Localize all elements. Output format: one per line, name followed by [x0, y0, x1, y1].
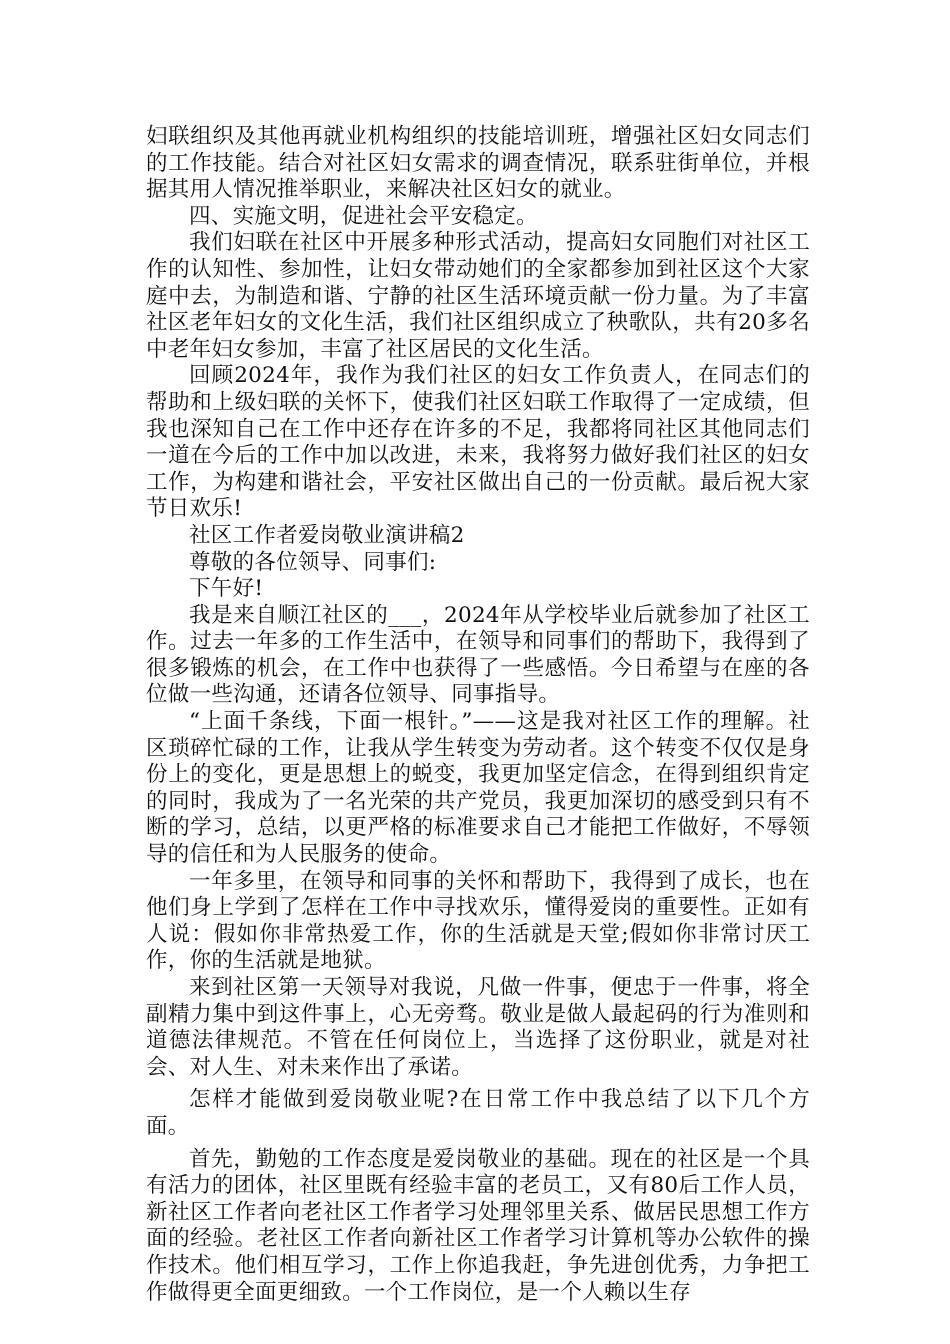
- paragraph-growth: 一年多里，在领导和同事的关怀和帮助下，我得到了成长，也在他们身上学到了怎样在工作中寻找欢乐，懂得爱岗的重要性。正如有人说：假如你非常热爱工作，你的生活就是天堂;假如你非常讨厌工作，你的生活就是地狱。: [146, 868, 810, 974]
- paragraph-training: 妇联组织及其他再就业机构组织的技能培训班，增强社区妇女同志们的工作技能。结合对社区妇女需求的调查情况，联系驻街单位，并根据其用人情况推举职业，来解决社区妇女的就业。: [146, 124, 810, 203]
- speech-title: 社区工作者爱岗敬业演讲稿2: [189, 522, 465, 548]
- section-heading-civilization: 四、实施文明，促进社会平安稳定。: [189, 203, 538, 229]
- paragraph-introduction: 我是来自顺江社区的___，2024年从学校毕业后就参加了社区工作。过去一年多的工作生活中，在领导和同事们的帮助下，我得到了很多锻炼的机会，在工作中也获得了一些感悟。今日希望与在座的各位做一些沟通，还请各位领导、同事指导。: [146, 602, 810, 708]
- document-page: [146, 124, 810, 1306]
- paragraph-question: 怎样才能做到爱岗敬业呢?在日常工作中我总结了以下几个方面。: [146, 1087, 810, 1139]
- paragraph-attitude: 首先，勤勉的工作态度是爱岗敬业的基础。现在的社区是一个具有活力的团体，社区里既有经验丰富的老员工，又有80后工作人员，新社区工作者向老社区工作者学习处理邻里关系、做居民思想工作方面的经验。老社区工作者向新社区工作者学习计算机等办公软件的操作技术。他们相互学习，工作上你追我赶，争先进创优秀，力争把工作做得更全面更细致。一个工作岗位，是一个人赖以生存: [146, 1146, 810, 1305]
- paragraph-activities: 我们妇联在社区中开展多种形式活动，提高妇女同胞们对社区工作的认知性、参加性，让妇女带动她们的全家都参加到社区这个大家庭中去，为制造和谐、宁静的社区生活环境贡献一份力量。为了丰富社区老年妇女的文化生活，我们社区组织成立了秧歌队，共有20多名中老年妇女参加，丰富了社区居民的文化生活。: [146, 230, 810, 362]
- paragraph-first-day: 来到社区第一天领导对我说，凡做一件事，便忠于一件事，将全副精力集中到这件事上，心无旁骛。敬业是做人最起码的行为准则和道德法律规范。不管在任何岗位上，当选择了这份职业，就是对社会、对人生、对未来作出了承诺。: [146, 975, 810, 1080]
- greeting: 下午好!: [189, 576, 264, 602]
- paragraph-review: 回顾2024年，我作为我们社区的妇女工作负责人，在同志们的帮助和上级妇联的关怀下，使我们社区妇联工作取得了一定成绩，但我也深知自己在工作中还存在许多的不足，我都将同社区其他同志们一道在今后的工作中加以改进，未来，我将努力做好我们社区的妇女工作，为构建和谐社会，平安社区做出自己的一份贡献。最后祝大家节日欢乐!: [146, 363, 810, 522]
- paragraph-understanding: “上面千条线，下面一根针。”——这是我对社区工作的理解。社区琐碎忙碌的工作，让我从学生转变为劳动者。这个转变不仅仅是身份上的变化，更是思想上的蜕变，我更加坚定信念，在得到组织肯定的同时，我成为了一名光荣的共产党员，我更加深切的感受到只有不断的学习，总结，以更严格的标准要求自己才能把工作做好，不辱领导的信任和为人民服务的使命。: [146, 709, 810, 868]
- salutation: 尊敬的各位领导、同事们:: [189, 549, 437, 575]
